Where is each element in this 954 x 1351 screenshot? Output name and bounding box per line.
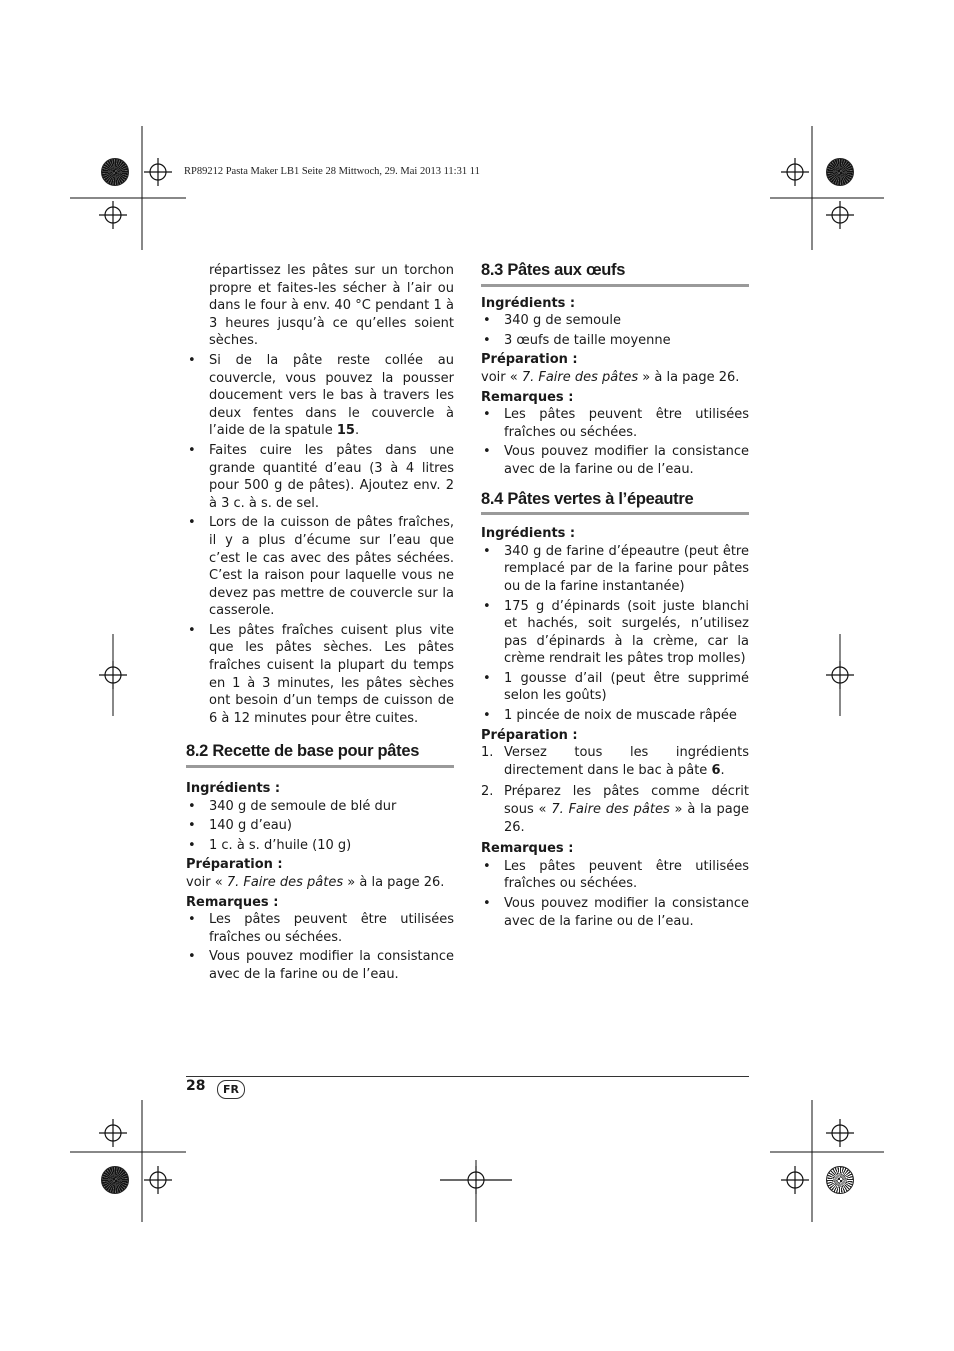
list-item: • Les pâtes fraîches cuisent plus vite que les pâtes sèches. Les pâtes fraîches cuisent la plupart du temps en 1 à 3 minutes, les pâtes sèches ont besoin d’un temps de cuisson de 6 à 12 minutes pour être cuites.: [186, 622, 454, 728]
prep-post: » à la page 26.: [343, 875, 445, 890]
prep-pre: voir «: [481, 369, 522, 385]
color-target-icon: [826, 158, 854, 186]
part-number: 6: [711, 762, 721, 778]
preparation-text: [186, 874, 454, 892]
color-target-icon: [101, 1166, 129, 1194]
step-link: 7. Faire des pâtes: [551, 802, 670, 818]
ingredients-list: [481, 312, 749, 349]
part-number: 15: [336, 423, 355, 439]
intro-paragraph: répartissez les pâtes sur un torchon propre et faites-les sécher à l’air ou dans le four à env. 40 °C pendant 1 à 3 heures jusqu’à ce qu’elles soient sèches.: [209, 263, 454, 349]
footer-rule: [186, 1076, 749, 1077]
list-item: • 140 g d’eau): [186, 817, 454, 835]
page-number: 28: [186, 1078, 206, 1094]
step-end: » à la page 26.: [504, 802, 749, 835]
prep-pre: voir «: [186, 875, 227, 890]
step-end: .: [720, 762, 725, 778]
color-target-icon: [101, 158, 129, 186]
prep-post: » à la page 26.: [638, 369, 740, 385]
list-item: • 175 g d’épinards (soit juste blanchi et hachés, soit surgelés, n’utilisez pas d’épinards à la crème, car la crème rendrait les pâtes trop molles): [481, 598, 749, 668]
prep-link: 7. Faire des pâtes: [226, 875, 344, 890]
list-item: • 3 œufs de taille moyenne: [481, 332, 749, 350]
preparation-label: Préparation :: [481, 352, 578, 368]
list-item: • 340 g de semoule de blé dur: [186, 798, 454, 816]
list-item: • Vous pouvez modifier la consistance avec de la farine ou de l’eau.: [481, 443, 749, 478]
section-title-8-3: 8.3 Pâtes aux œufs: [481, 262, 749, 287]
list-item: • Faites cuire les pâtes dans une grande quantité d’eau (3 à 4 litres pour 500 g de pâtes). Ajoutez env. 2 à 3 c. à s. de sel.: [186, 442, 454, 512]
color-target-icon: [826, 1166, 854, 1194]
list-item: • Les pâtes peuvent être utilisées fraîches ou séchées.: [186, 911, 454, 946]
list-item: • Vous pouvez modifier la consistance avec de la farine ou de l’eau.: [186, 948, 454, 983]
step-number: 2.: [481, 784, 494, 800]
list-item-end: .: [354, 423, 360, 439]
remarks-label: Remarques :: [481, 841, 574, 857]
preparation-steps: [481, 744, 749, 836]
step-number: 1.: [481, 745, 494, 761]
list-item: [186, 352, 454, 440]
list-item: • Lors de la cuisson de pâtes fraîches, il y a plus d’écume sur l’eau que c’est le cas avec des pâtes séchées. C’est la raison pour laquelle vous ne devez pas mettre de couvercle sur la casserole.: [186, 514, 454, 620]
remarks-list: [481, 858, 749, 930]
left-column: [186, 262, 454, 986]
preparation-text: [481, 369, 749, 387]
list-item-text: Si de la pâte reste collée au couvercle, vous pouvez la pousser doucement vers le bas à travers les deux fentes dans le couvercle à l’aide de la spatule: [209, 352, 454, 439]
printer-slug: RP89212 Pasta Maker LB1 Seite 28 Mittwoch, 29. Mai 2013 11:31 11: [184, 166, 480, 177]
remarks-list: [481, 406, 749, 478]
ingredients-list: [186, 798, 454, 855]
list-item: • Les pâtes peuvent être utilisées fraîches ou séchées.: [481, 406, 749, 441]
list-item: • 1 gousse d’ail (peut être supprimé selon les goûts): [481, 670, 749, 705]
step-item: [481, 783, 749, 836]
list-item: • Les pâtes peuvent être utilisées fraîches ou séchées.: [481, 858, 749, 893]
preparation-label: Préparation :: [481, 727, 578, 743]
remarks-list: [186, 911, 454, 983]
prep-link: 7. Faire des pâtes: [521, 369, 639, 385]
list-item: • 340 g de farine d’épeautre (peut être remplacé par de la farine pour pâtes ou de la farine instantanée): [481, 543, 749, 596]
section-title-8-4: 8.4 Pâtes vertes à l’épeautre: [481, 491, 749, 516]
step-item: [481, 744, 749, 779]
section-title-8-2: 8.2 Recette de base pour pâtes: [186, 743, 454, 768]
ingredients-list: [481, 543, 749, 725]
step-text: Versez tous les ingrédients directement dans le bac à pâte: [504, 745, 749, 778]
language-badge: FR: [217, 1080, 245, 1099]
remarks-label: Remarques :: [186, 894, 279, 910]
ingredients-label: Ingrédients :: [481, 295, 576, 311]
ingredients-label: Ingrédients :: [186, 781, 281, 797]
list-item: • 1 c. à s. d’huile (10 g): [186, 837, 454, 855]
tips-list: [186, 352, 454, 727]
ingredients-label: Ingrédients :: [481, 526, 576, 542]
right-column: [481, 262, 749, 932]
remarks-label: Remarques :: [481, 389, 574, 405]
list-item: • 340 g de semoule: [481, 312, 749, 330]
step-text: Préparez les pâtes comme décrit sous «: [504, 784, 749, 818]
list-item: • 1 pincée de noix de muscade râpée: [481, 707, 749, 725]
list-item: • Vous pouvez modifier la consistance avec de la farine ou de l’eau.: [481, 895, 749, 930]
preparation-label: Préparation :: [186, 857, 283, 873]
